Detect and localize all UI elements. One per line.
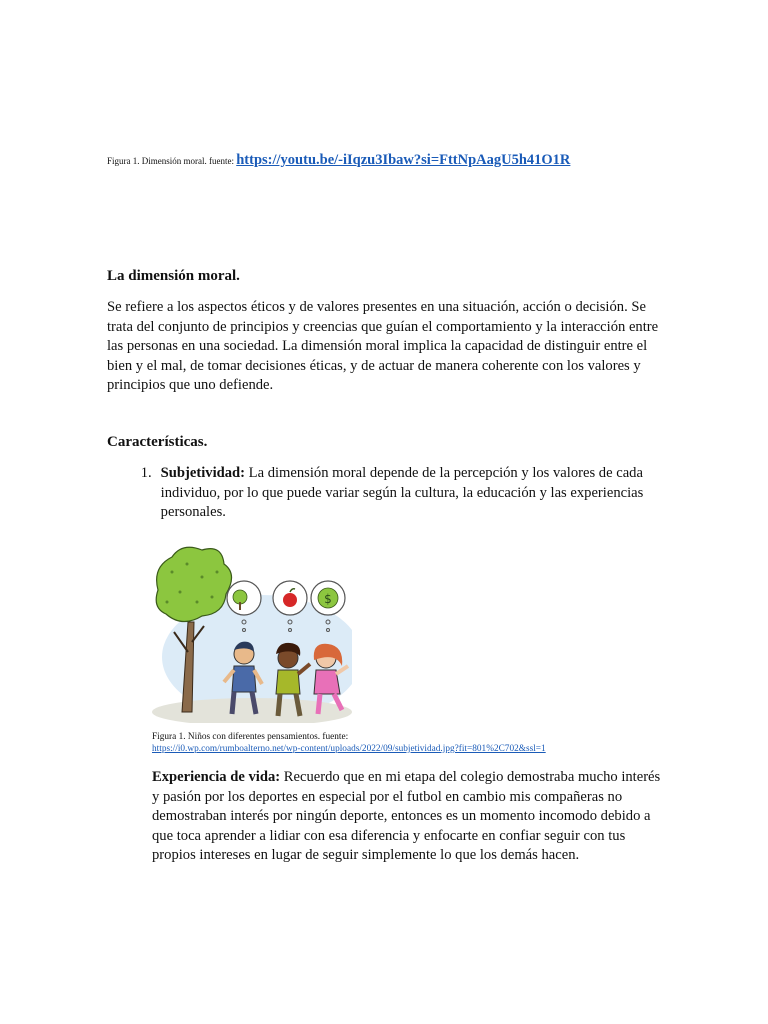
children-thoughts-image (152, 542, 352, 723)
list-number: 1. (140, 465, 152, 481)
svg-text:$: $ (324, 592, 332, 606)
figure-caption-children (152, 731, 546, 755)
caption-text: Figura 1. Dimensión moral. fuente: (107, 156, 234, 166)
section-heading-characteristics: Características. (107, 434, 208, 450)
life-experience-paragraph (152, 768, 662, 866)
list-term: Subjetividad: (160, 465, 246, 481)
source-link-youtube[interactable]: https://youtu.be/-iIqzu3Ibaw?si=FttNpAagU5h41O1R (236, 152, 571, 168)
characteristics-list (107, 464, 667, 523)
section-paragraph-moral: Se refiere a los aspectos éticos y de valores presentes en una situación, acción o decisión. Se trata del conjunto de principios y creencias que guían el comportamiento y la interacción entre las personas en una sociedad. La dimensión moral implica la capacidad de distinguir entre el bien y el mal, de tomar decisiones éticas, y de actuar de manera coherente con los valores y principios que uno defiende. (107, 299, 659, 393)
list-item (107, 464, 667, 523)
caption-text: Figura 1. Niños con diferentes pensamientos. fuente: (152, 732, 349, 742)
experience-label: Experiencia de vida: (152, 769, 281, 785)
list-text: La dimensión moral depende de la percepción y los valores de cada individuo, por lo que puede variar según la cultura, la educación y las experiencias personales. (160, 465, 644, 520)
experience-text: Recuerdo que en mi etapa del colegio demostraba mucho interés y pasión por los deportes en especial por el futbol en cambio mis compañeras no demostraban interés por ningún deporte, entonces es un momento incomodo debido a que toca aprender a lidiar con esa diferencia y enfocarte en confiar seguir con tus propios intereses en lugar de seguir simplemente lo que los demás hacen. (152, 769, 661, 863)
figure-caption-top (107, 150, 570, 171)
section-heading-moral: La dimensión moral. (107, 268, 240, 284)
source-link-image[interactable]: https://i0.wp.com/rumboalterno.net/wp-content/uploads/2022/09/subjetividad.jpg?fit=801%2C702&ssl=1 (152, 744, 546, 754)
illustration-children-thoughts (152, 542, 352, 723)
